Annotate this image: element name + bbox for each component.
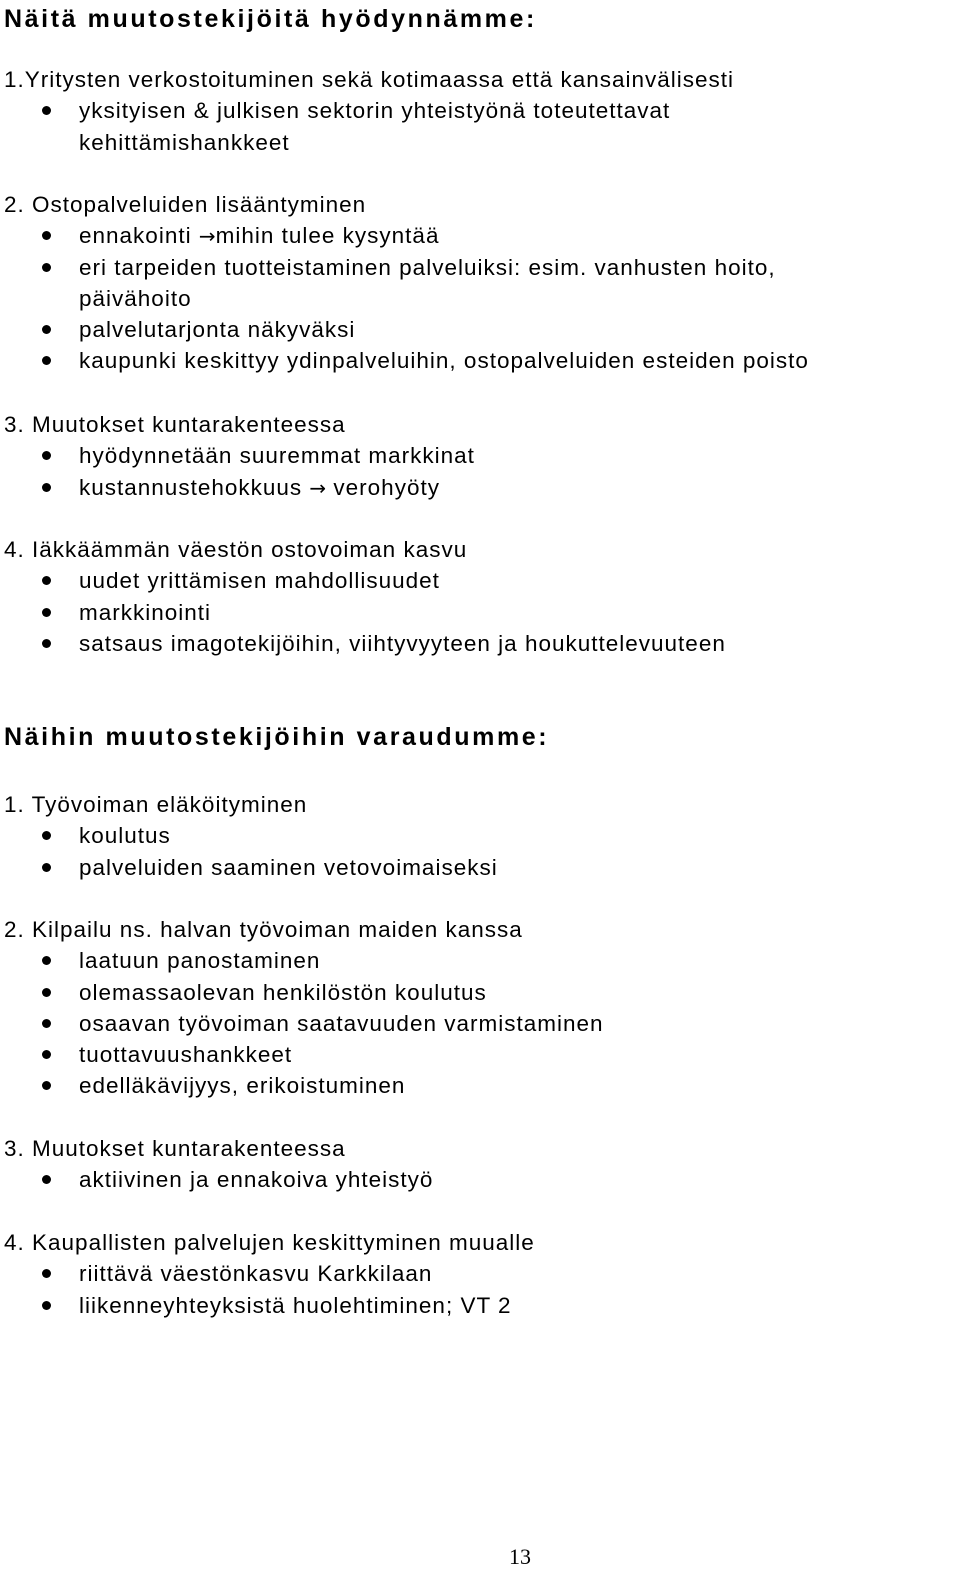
list-item: edelläkävijyys, erikoistuminen [4,1070,956,1101]
list-item: olemassaolevan henkilöstön koulutus [4,977,956,1008]
bullet-list [4,820,956,883]
arrow-right-icon: → [198,224,216,249]
preparation-section-4 [4,1227,956,1321]
bullet-icon [42,356,51,365]
bullet-icon [42,639,51,648]
bullet-list [4,1258,956,1321]
bullet-list [4,945,956,1101]
bullet-icon [42,325,51,334]
list-item: koulutus [4,820,956,851]
bullet-icon [42,988,51,997]
bullet-list [4,220,956,376]
bullet-icon [42,1050,51,1059]
bullet-icon [42,956,51,965]
list-item: liikenneyhteyksistä huolehtiminen; VT 2 [4,1290,956,1321]
opportunity-section-4 [4,534,956,659]
preparation-section-3 [4,1133,956,1196]
bullet-icon [42,451,51,460]
list-item: markkinointi [4,597,956,628]
page-number: 13 [509,1544,531,1569]
bullet-icon [42,831,51,840]
bullet-icon [42,576,51,585]
arrow-right-icon: → [309,475,327,500]
list-item: yksityisen & julkisen sektorin yhteistyönä toteutettavat kehittämishankkeet [4,95,879,158]
bullet-icon [42,1301,51,1310]
list-item: uudet yrittämisen mahdollisuudet [4,565,956,596]
bullet-icon [42,1269,51,1278]
opportunity-section-2 [4,189,956,377]
section-title: 2. Kilpailu ns. halvan työvoiman maiden kanssa [4,917,523,942]
bullet-icon [42,231,51,240]
list-item: kustannustehokkuus → verohyöty [4,472,956,503]
list-item: riittävä väestönkasvu Karkkilaan [4,1258,956,1289]
bullet-list [4,440,956,503]
list-item: kaupunki keskittyy ydinpalveluihin, ostopalveluiden esteiden poisto [4,345,956,376]
list-item: palveluiden saaminen vetovoimaiseksi [4,852,956,883]
list-item: satsaus imagotekijöihin, viihtyvyyteen ja houkuttelevuuteen [4,628,956,659]
bullet-list [4,95,956,158]
opportunity-section-3 [4,409,956,503]
section-title: 4. Iäkkäämmän väestön ostovoiman kasvu [4,537,468,562]
heading-preparations: Näihin muutostekijöihin varaudumme: [4,723,550,751]
preparation-section-2 [4,914,956,1102]
list-item: laatuun panostaminen [4,945,956,976]
bullet-icon [42,106,51,115]
section-title: 1.Yritysten verkostoituminen sekä kotimaassa että kansainvälisesti [4,67,735,92]
list-item: osaavan työvoiman saatavuuden varmistaminen [4,1008,956,1039]
section-title: 4. Kaupallisten palvelujen keskittyminen muualle [4,1230,535,1255]
bullet-icon [42,863,51,872]
section-title: 3. Muutokset kuntarakenteessa [4,412,346,437]
bullet-list [4,1164,956,1195]
list-item: ennakointi →mihin tulee kysyntää [4,220,956,251]
list-item: palvelutarjonta näkyväksi [4,314,956,345]
section-title: 3. Muutokset kuntarakenteessa [4,1136,346,1161]
opportunity-section-1 [4,64,956,158]
section-title: 1. Työvoiman eläköityminen [4,792,308,817]
bullet-icon [42,608,51,617]
bullet-list [4,565,956,659]
list-item: aktiivinen ja ennakoiva yhteistyö [4,1164,956,1195]
list-item: eri tarpeiden tuotteistaminen palveluiksi: esim. vanhusten hoito, päivähoito [4,252,879,315]
bullet-icon [42,263,51,272]
list-item: hyödynnetään suuremmat markkinat [4,440,956,471]
bullet-icon [42,1019,51,1028]
preparation-section-1 [4,789,956,883]
bullet-icon [42,1175,51,1184]
heading-opportunities: Näitä muutostekijöitä hyödynnämme: [4,5,537,33]
list-item: tuottavuushankkeet [4,1039,956,1070]
bullet-icon [42,483,51,492]
section-title: 2. Ostopalveluiden lisääntyminen [4,192,367,217]
bullet-icon [42,1081,51,1090]
